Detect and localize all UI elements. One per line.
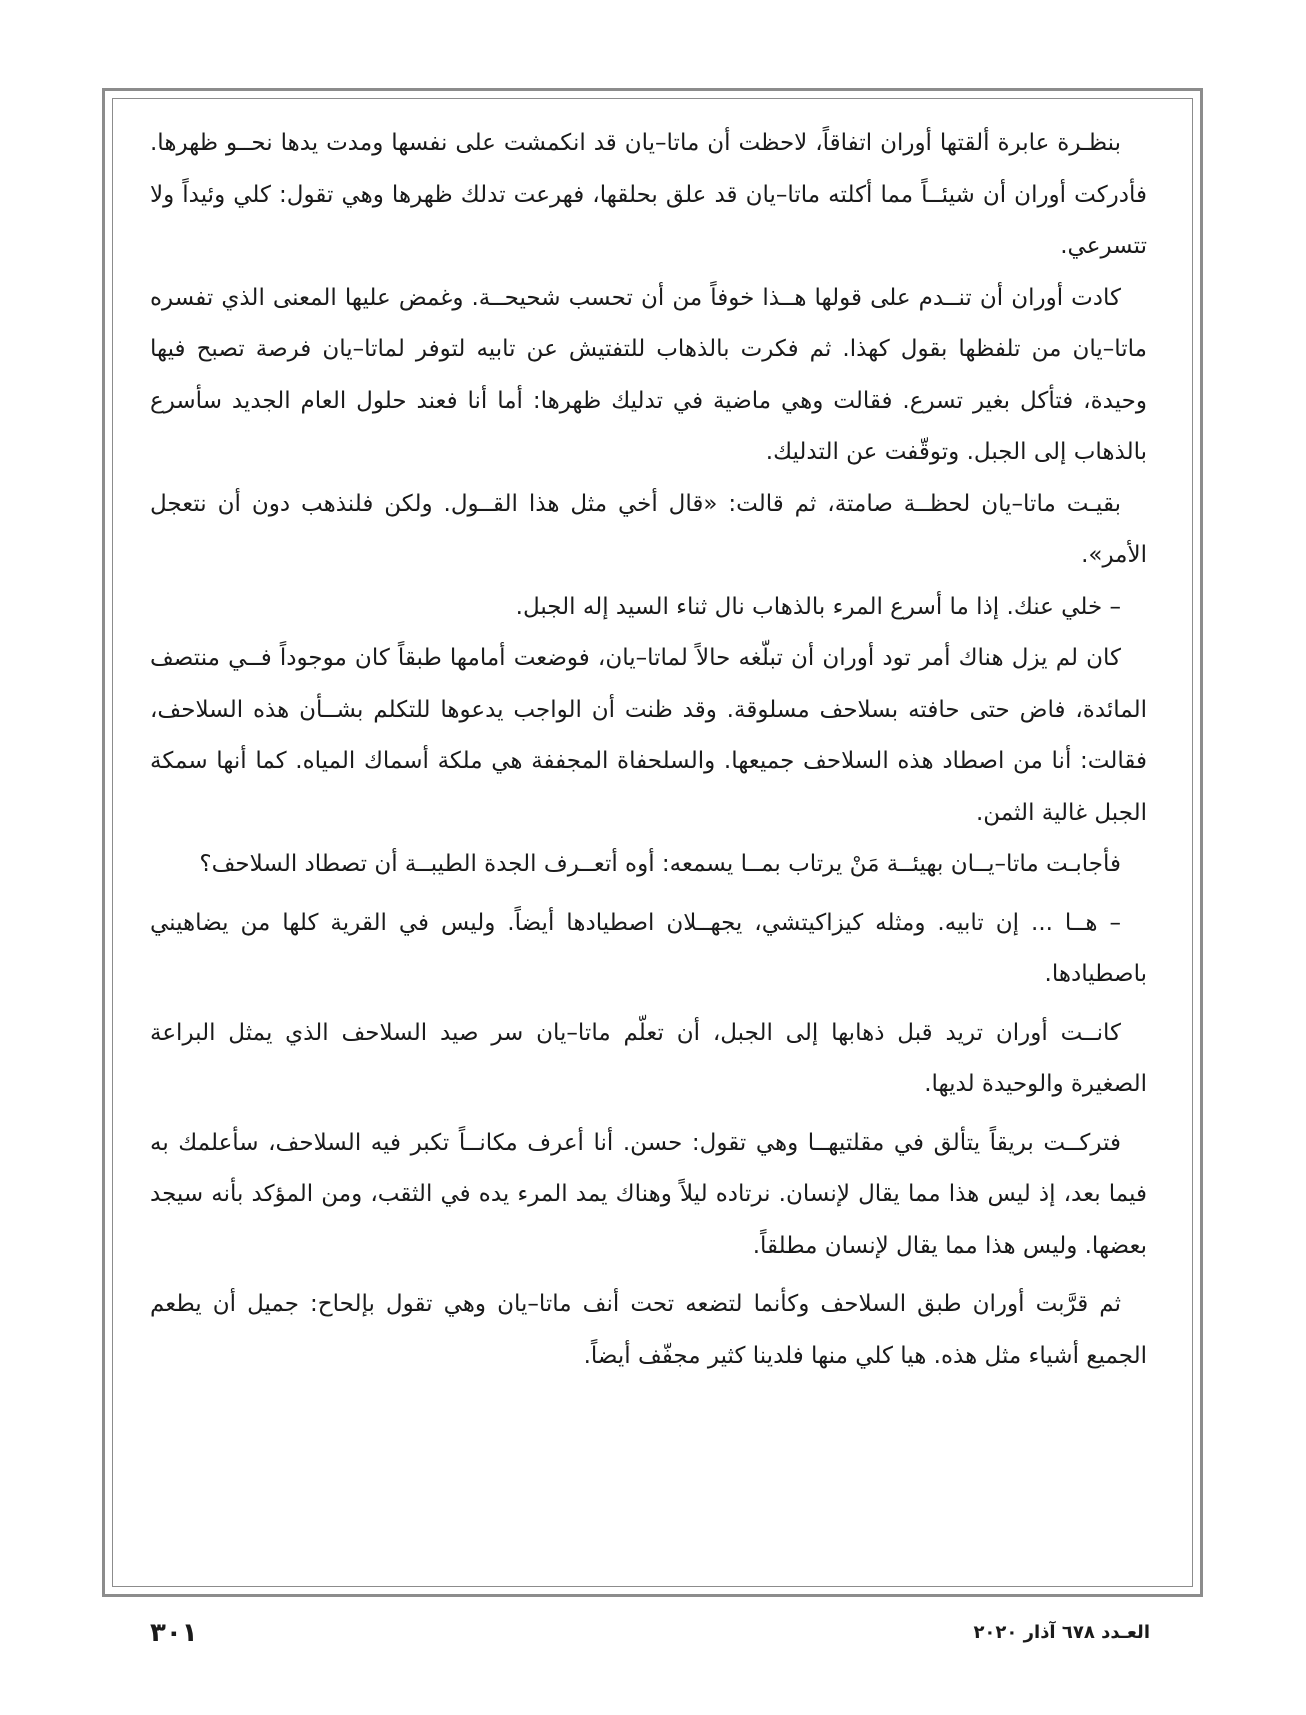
paragraph-6: فأجابـت ماتا–يــان بهيئــة مَنْ يرتاب بمــا يسمعه: أوه أتعــرف الجدة الطيبــة أن تصطاد السلاحف؟: [199, 851, 1121, 877]
paragraph-1: بنظـرة عابرة ألقتها أوران اتفاقاً، لاحظت أن ماتا–يان قد انكمشت على نفسها ومدت يدها نحــو ظهرها. فأدركت أوران أن شيئــاً مما أكلته ماتا–يان قد علق بحلقها، فهرعت تدلك ظهرها وهي تقول: كلي وئيداً ولا تتسرعي.: [150, 130, 1147, 259]
paragraph-2: كادت أوران أن تنــدم على قولها هــذا خوفاً من أن تحسب شحيحــة. وغمض عليها المعنى الذي تفسره ماتا–يان من تلفظها بقول كهذا. ثم فكرت بالذهاب للتفتيش عن تابيه لتوفر لماتا–يان فرصة تصبح فيها وحيدة، فتأكل بغير تسرع. فقالت وهي ماضية في تدليك ظهرها: أما أنا فعند حلول العام الجديد سأسرع بالذهاب إلى الجبل. وتوقّفت عن التدليك.: [150, 284, 1147, 465]
paragraph-9: فتركــت بريقاً يتألق في مقلتيهــا وهي تقول: حسن. أنا أعرف مكانــاً تكبر فيه السلاحف، سأعلمك به فيما بعد، إذ ليس هذا مما يقال لإنسان. نرتاده ليلاً وهناك يمد المرء يده في الثقب، ومن المؤكد بأنه سيجد بعضها. وليس هذا مما يقال لإنسان مطلقاً.: [150, 1129, 1147, 1259]
paragraph-3: بقيـت ماتا–يان لحظــة صامتة، ثم قالت: «قال أخي مثل هذا القــول. ولكن فلنذهب دون أن نتعجل الأمر».: [150, 490, 1147, 568]
paragraph-10: ثم قرَّبت أوران طبق السلاحف وكأنما لتضعه تحت أنف ماتا–يان وهي تقول بإلحاح: جميل أن يطعم الجميع أشياء مثل هذه. هيا كلي منها فلدينا كثير مجفّف أيضاً.: [150, 1291, 1147, 1369]
issue-info: العـدد ٦٧٨ آذار ٢٠٢٠: [973, 1622, 1150, 1643]
paragraph-5: كان لم يزل هناك أمر تود أوران أن تبلّغه حالاً لماتا–يان، فوضعت أمامها طبقاً كان موجوداً فــي منتصف المائدة، فاض حتى حافته بسلاحف مسلوقة. وقد ظنت أن الواجب يدعوها للتكلم بشــأن هذه السلاحف، فقالت: أنا من اصطاد هذه السلاحف جميعها. والسلحفاة المجففة هي ملكة أسماك المياه. كما أنها سمكة الجبل غالية الثمن.: [150, 645, 1147, 826]
page-number: ٣٠١: [150, 1618, 198, 1648]
article-body: [150, 118, 1147, 1382]
paragraph-8: كانــت أوران تريد قبل ذهابها إلى الجبل، أن تعلّم ماتا–يان سر صيد السلاحف الذي يمثل البراعة الصغيرة والوحيدة لديها.: [150, 1019, 1147, 1097]
paragraph-7: – هــا ... إن تابيه. ومثله كيزاكيتشي، يجهــلان اصطيادها أيضاً. وليس في القرية كلها من يضاهيني باصطيادها.: [150, 909, 1147, 987]
page-footer: [150, 1618, 1150, 1658]
paragraph-4: – خلي عنك. إذا ما أسرع المرء بالذهاب نال ثناء السيد إله الجبل.: [515, 593, 1121, 620]
